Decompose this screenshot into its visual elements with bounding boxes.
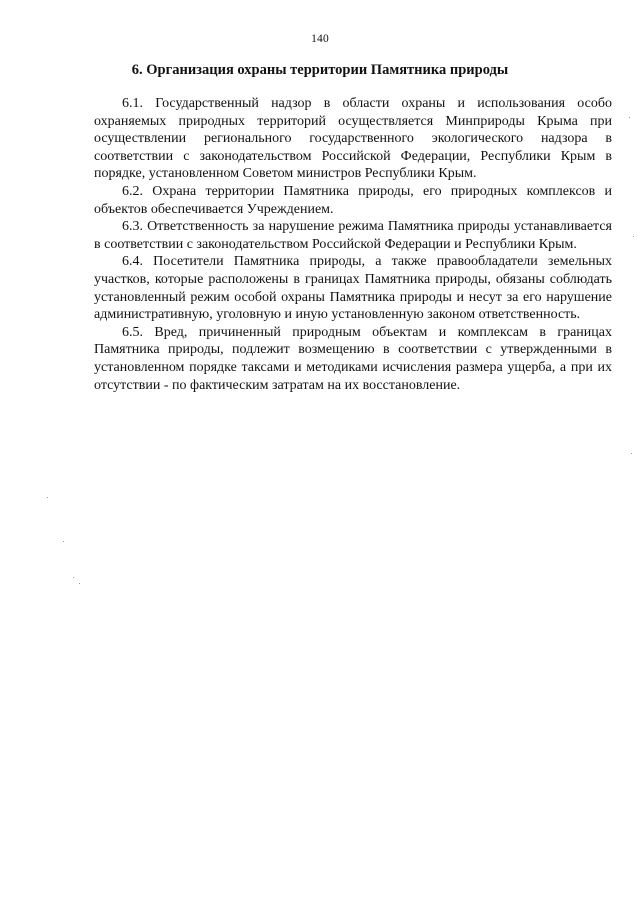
paragraph-6-2: 6.2. Охрана территории Памятника природы, его природных комплексов и объектов обеспечивается Учреждением. (94, 183, 612, 217)
paragraph-6-3: 6.3. Ответственность за нарушение режима Памятника природы устанавливается в соответствии с законодательством Российской Федерации и Республики Крым. (94, 219, 612, 252)
paragraph-6-5: 6.5. Вред, причиненный природным объектам и комплексам в границах Памятника природы, подлежит возмещению в соответствии с утвержденными в установленном порядке таксами и методиками исчисления размера ущерба, а при их отсутствии - по фактическим затратам на их восстановление. (94, 324, 612, 393)
scan-speck (79, 583, 80, 584)
page-number: 140 (311, 33, 329, 45)
scan-speck (631, 453, 632, 454)
paragraph-6-1: 6.1. Государственный надзор в области охраны и использования особо охраняемых природных территорий осуществляется Минприроды Крыма при осуществлении регионального государственного экологического надзора в соответствии с законодательством Российской Федерации, Республики Крым в порядке, установленном Советом министров Республики Крым. (94, 96, 612, 182)
scan-speck (47, 497, 48, 498)
scan-speck (629, 117, 630, 118)
scan-speck (73, 577, 74, 578)
scan-speck (633, 236, 634, 237)
scan-speck (63, 541, 64, 542)
section-title: 6. Организация охраны территории Памятника природы (131, 62, 509, 78)
document-body (94, 95, 612, 394)
paragraph-6-4: 6.4. Посетители Памятника природы, а также правообладатели земельных участков, которые расположены в границах Памятника природы, обязаны соблюдать установленный режим особой охраны Памятника природы и несут за его нарушение административную, уголовную и иную установленную законом ответственность. (94, 254, 612, 323)
